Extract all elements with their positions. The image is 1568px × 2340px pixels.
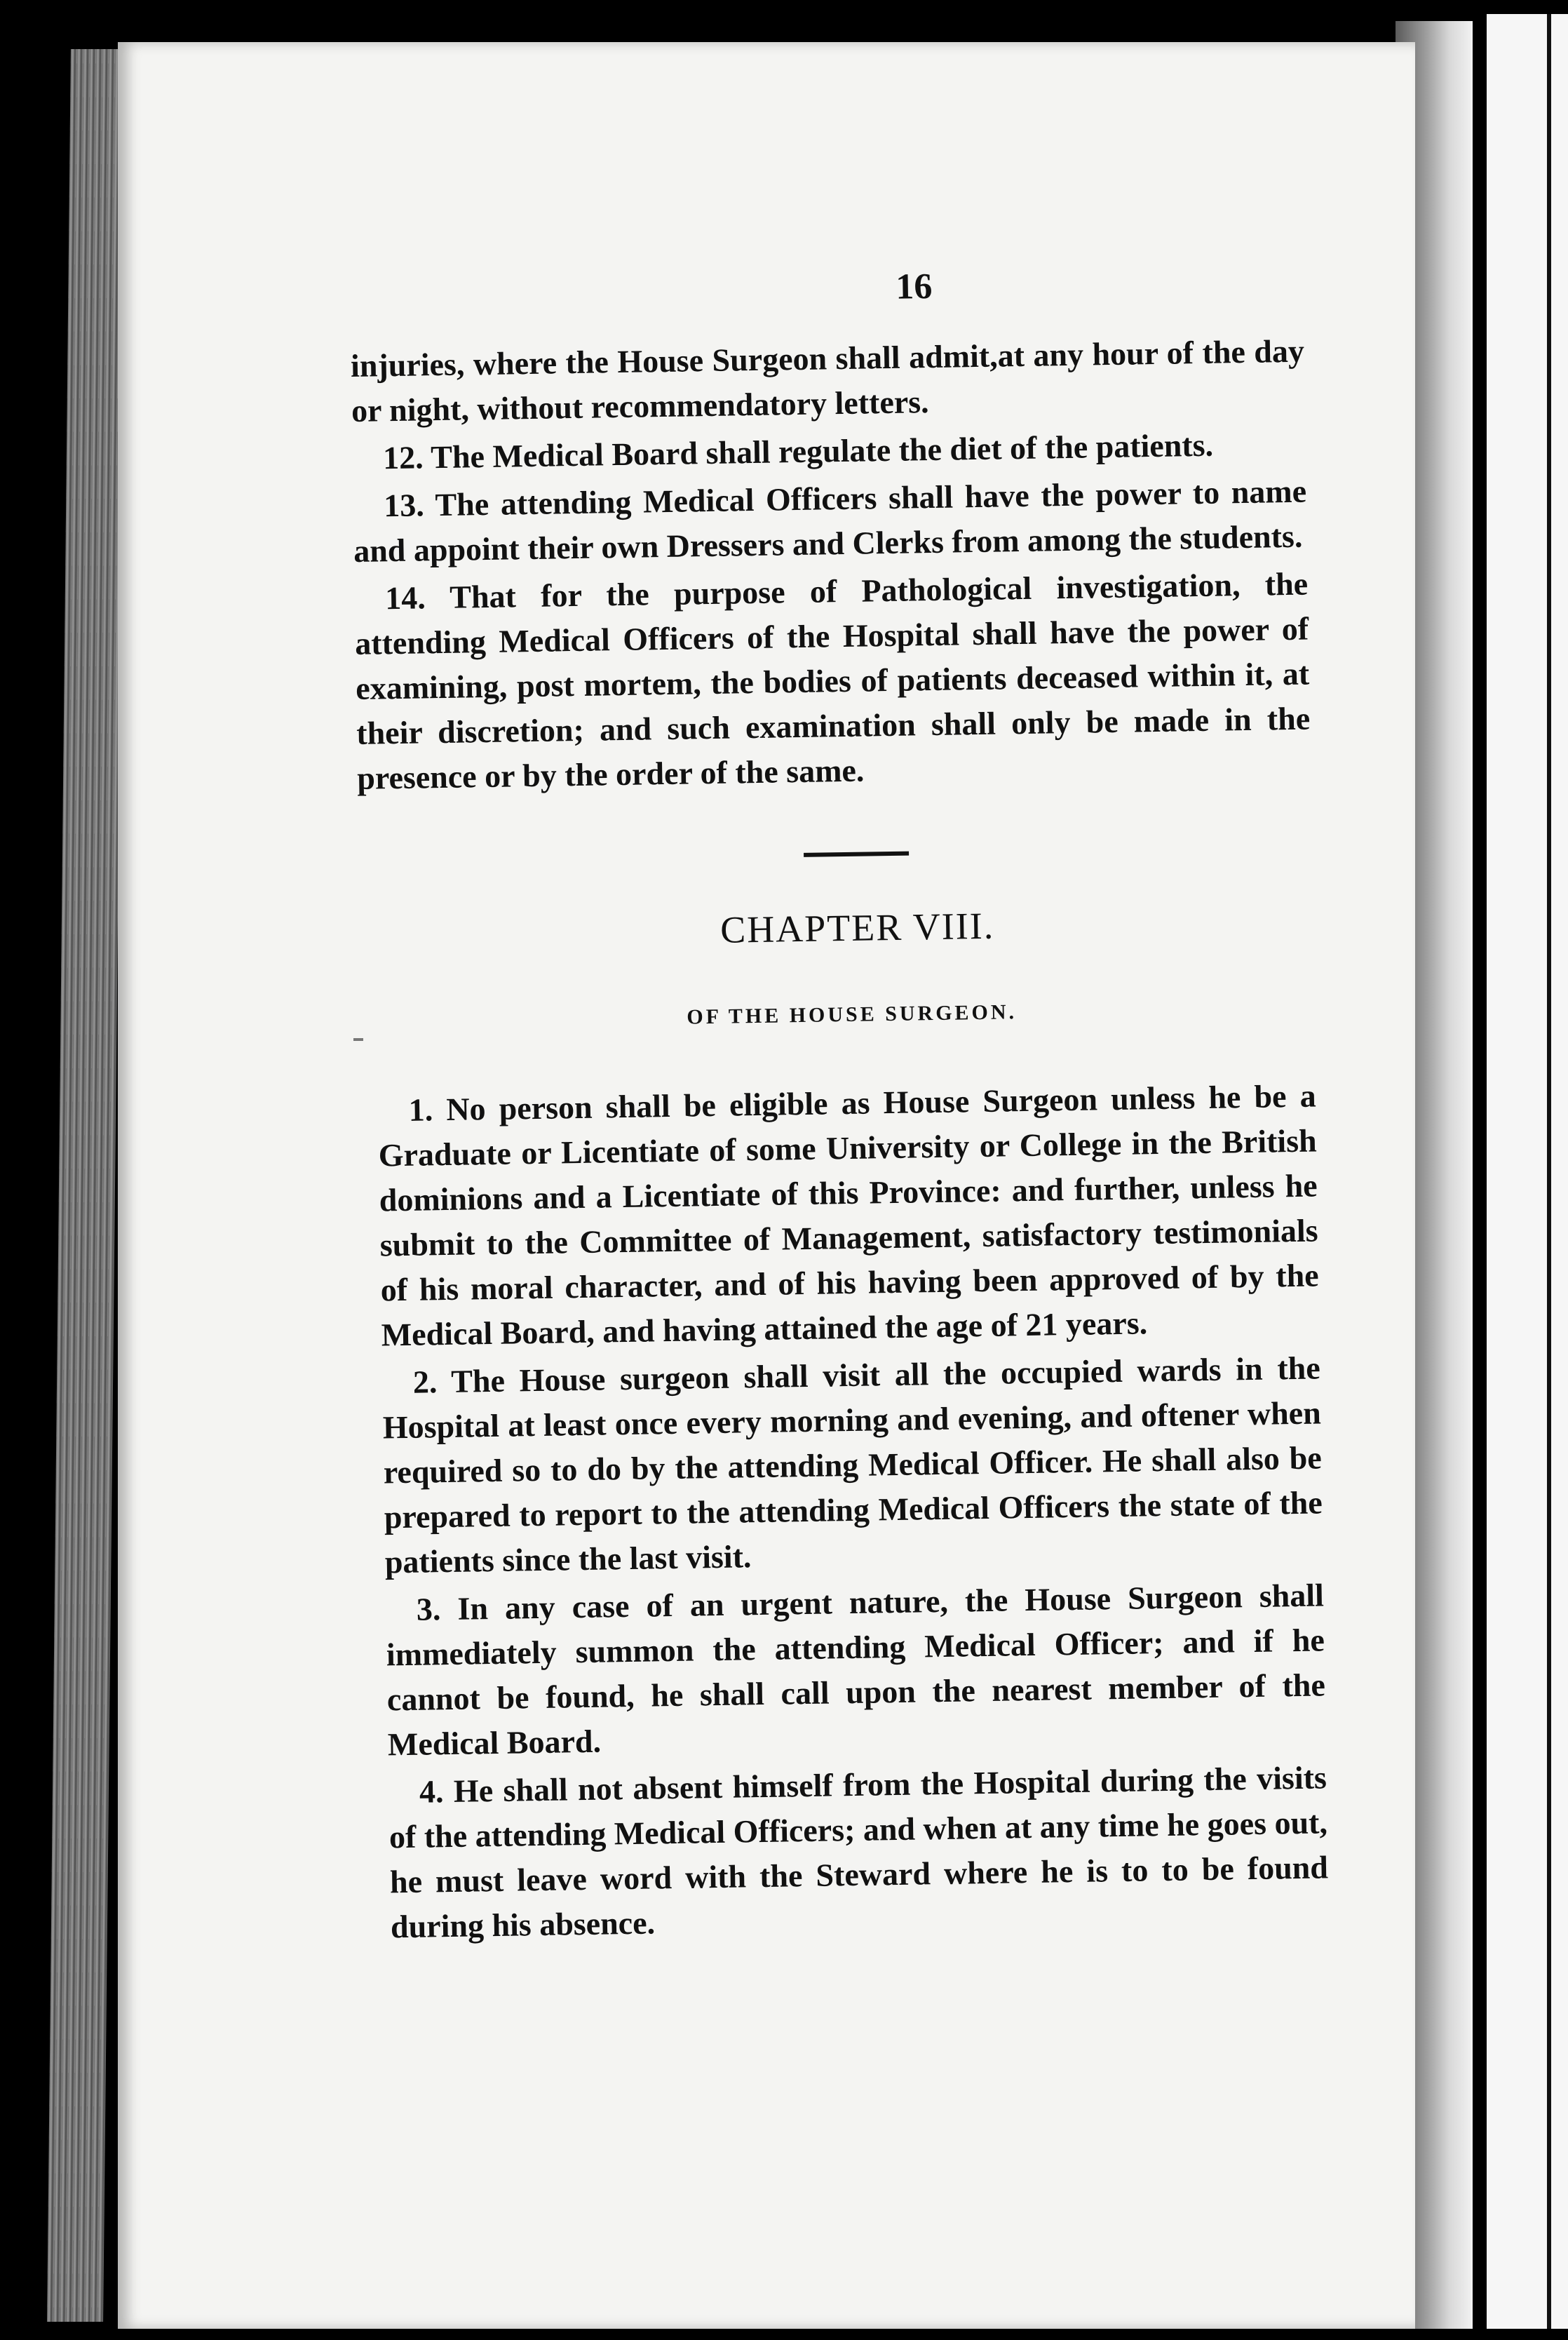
page-number: 16	[895, 266, 933, 307]
paragraph-chapter-rule-2: 2. The House surgeon shall visit all the occupied wards in the Hospital at least once every morning and evening, and oftener when required so to do by the attending Medical Officer. He shall also be prepared to report to the attending Medical Officers the state of the patients since the last visit.	[382, 1350, 1323, 1580]
paragraph-chapter-rule-3: 3. In any case of an urgent nature, the House Surgeon shall immediately summon the attending Medical Officer; and if he cannot be found, he shall call upon the nearest member of the Medical Board.	[386, 1577, 1326, 1763]
paragraph-rule-13: 13. The attending Medical Officers shall have the power to name and appoint their own Dressers and Clerks from among the students.	[353, 473, 1307, 569]
book-page	[118, 42, 1415, 2329]
paragraph-chapter-rule-1: 1. No person shall be eligible as House Surgeon unless he be a Graduate or Licentiate of some University or College in the British dominions and a Licentiate of this Province: and further, unless he submit to the Committee of Management, satisfactory testimonials of his moral character, and of his having been approved of by the Medical Board, and having attained the age of 21 years.	[378, 1077, 1320, 1353]
paragraph-continued: injuries, where the House Surgeon shall admit,at any hour of the day or night, without recommendatory letters.	[350, 332, 1305, 429]
section-divider	[804, 852, 909, 857]
chapter-body	[377, 1073, 1329, 1949]
paragraph-rule-12: 12. The Medical Board shall regulate the diet of the patients.	[382, 426, 1214, 476]
chapter-title: CHAPTER VIII.	[719, 904, 995, 951]
adjacent-page-strip	[1487, 14, 1568, 2329]
paragraph-chapter-rule-4: 4. He shall not absent himself from the Hospital during the visits of the attending Medical Officers; and when at any time he goes out, he must leave word with the Steward where he is to to be found during his absence.	[388, 1759, 1329, 1945]
paragraph-rule-14: 14. That for the purpose of Pathological investigation, the attending Medical Officers of the Hospital shall have the power of examining, post mortem, the bodies of patients deceased within it, at their discretion; and such examination shall only be made in the presence or by the order of the same.	[354, 565, 1311, 796]
section-title: OF THE HOUSE SURGEON.	[687, 1000, 1018, 1029]
book-page-edges-left	[47, 49, 127, 2322]
page-content	[349, 259, 1329, 1953]
